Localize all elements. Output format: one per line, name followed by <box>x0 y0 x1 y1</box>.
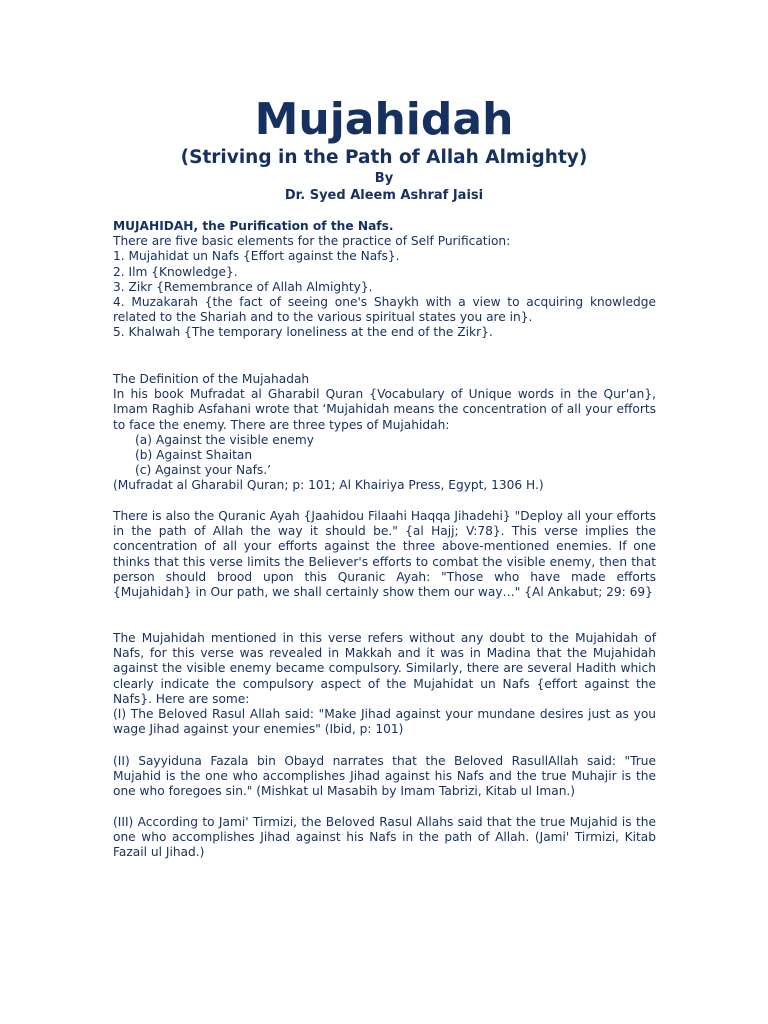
author-name: Dr. Syed Aleem Ashraf Jaisi <box>284 188 484 203</box>
hadith: (III) According to Jami' Tirmizi, the Beloved Rasul Allahs said that the true Mujahid is the one who accomplishes Jihad against his Nafs in the path of Allah. (Jami' Tirmizi, Kitab Fazail ul Jihad.) <box>113 815 656 860</box>
paragraph: There is also the Quranic Ayah {Jaahidou Filaahi Haqqa Jihadehi} "Deploy all your efforts in the path of Allah the way it should be." {al Hajj; V:78}. This verse implies the concentration of all your efforts against the three above-mentioned enemies. If one thinks that this verse limits the Believer's efforts to combat the visible enemy, then that person should brood upon this Quranic Ayah: "Those who have made efforts {Mujahidah} in Our path, we shall certainly show them our way…" {Al Ankabut; 29: 69} <box>113 509 656 600</box>
list-item: 3. Zikr {Remembrance of Allah Almighty}. <box>113 279 373 294</box>
byline-label: By <box>374 171 394 186</box>
section-hadith-three <box>113 815 656 861</box>
list-item: (b) Against Shaitan <box>135 448 253 463</box>
document-title: Mujahidah <box>254 94 514 145</box>
list-item: (c) Against your Nafs.’ <box>135 463 271 478</box>
section-definition <box>113 372 656 494</box>
section-mujahidah-nafs <box>113 631 656 737</box>
list-item: (a) Against the visible enemy <box>135 432 315 447</box>
list-item: 4. Muzakarah {the fact of seeing one's Shaykh with a view to acquiring knowledge related to the Shariah and to the various spiritual states you are in}. <box>113 295 656 325</box>
hadith: (I) The Beloved Rasul Allah said: "Make Jihad against your mundane desires just as you wage Jihad against your enemies" (Ibid, p: 101) <box>113 707 656 737</box>
section-purification <box>113 219 656 341</box>
list-item: 2. Ilm {Knowledge}. <box>113 264 238 279</box>
list-item: 1. Mujahidat un Nafs {Effort against the Nafs}. <box>113 249 400 264</box>
hadith: (II) Sayyiduna Fazala bin Obayd narrates that the Beloved RasullAllah said: "True Mujahid is the one who accomplishes Jihad against his Nafs and the true Muhajir is the one who foregoes sin." (Mishkat ul Masabih by Imam Tabrizi, Kitab ul Iman.) <box>113 754 656 799</box>
list-item: 5. Khalwah {The temporary loneliness at the end of the Zikr}. <box>113 325 493 340</box>
section-heading: MUJAHIDAH, the Purification of the Nafs. <box>113 219 394 233</box>
section-hadith-two <box>113 754 656 800</box>
section-intro: There are five basic elements for the practice of Self Purification: <box>113 234 511 249</box>
paragraph: The Mujahidah mentioned in this verse refers without any doubt to the Mujahidah of Nafs, for this verse was revealed in Makkah and it was in Madina that the Mujahidah against the visible enemy became compulsory. Similarly, there are several Hadith which clearly indicate the compulsory aspect of the Mujahidat un Nafs {effort against the Nafs}. Here are some: <box>113 631 656 706</box>
section-heading: The Definition of the Mujahadah <box>113 372 310 386</box>
citation: (Mufradat al Gharabil Quran; p: 101; Al Khairiya Press, Egypt, 1306 H.) <box>113 478 544 493</box>
section-quranic-ayah <box>113 509 656 600</box>
paragraph: In his book Mufradat al Gharabil Quran {Vocabulary of Unique words in the Qur'an}, Imam Raghib Asfahani wrote that ‘Mujahidah means the concentration of all your efforts to face the enemy. There are three types of Mujahidah: <box>113 387 656 432</box>
document-subtitle: (Striving in the Path of Allah Almighty) <box>180 147 588 168</box>
